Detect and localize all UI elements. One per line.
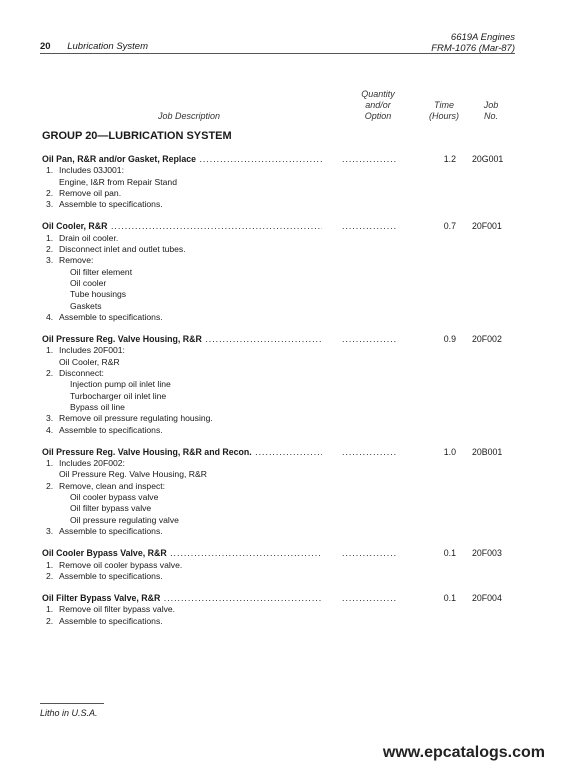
step-number: 1. [46,232,54,243]
group-title: GROUP 20—LUBRICATION SYSTEM [42,130,232,142]
step-text: Disconnect: [59,368,104,379]
job-step [42,571,522,582]
job-title: Oil Cooler Bypass Valve, R&R ..... [42,548,322,559]
step-text: Drain oil cooler. [59,232,119,243]
job-step [42,413,522,424]
job-time: 0.1 [443,593,456,604]
job-entry [42,548,522,582]
step-text: Remove oil pressure regulating housing. [59,413,213,424]
step-number: 3. [46,525,54,536]
column-header-quantity-line1: Quantity [361,89,395,99]
job-step [42,402,522,413]
step-text: Remove: [59,255,94,266]
job-step [42,391,522,402]
step-text: Remove oil filter bypass valve. [59,604,176,615]
step-number: 1. [46,559,54,570]
job-entry [42,334,522,436]
step-text: Includes 20F001: [59,345,125,356]
doc-reference: FRM-1076 (Mar-87) [431,43,515,54]
job-entry [42,154,522,210]
job-title-row [42,334,522,345]
job-step [42,301,522,312]
job-step [42,177,522,188]
column-header-job-number-line1: Job [483,100,499,110]
job-step [42,604,522,615]
step-number: 2. [46,187,54,198]
column-header-quantity-line2: and/or [365,100,391,110]
step-text: Oil Pressure Reg. Valve Housing, R&R [59,469,207,480]
job-title-row [42,447,522,458]
step-number: 2. [46,368,54,379]
section-title: Lubrication System [67,41,149,52]
step-text: Assemble to specifications. [59,199,163,210]
job-step [42,289,522,300]
step-number: 3. [46,413,54,424]
job-time: 0.1 [443,548,456,559]
job-step [42,255,522,266]
job-step [42,357,522,368]
step-text: Oil filter bypass valve [70,503,152,514]
job-entry [42,447,522,537]
step-text: Oil cooler bypass valve [70,492,159,503]
job-step [42,267,522,278]
step-number: 1. [46,604,54,615]
step-text: Includes 20F002: [59,458,125,469]
step-number: 4. [46,424,54,435]
step-text: Assemble to specifications. [59,615,163,626]
job-title: Oil Pressure Reg. Valve Housing, R&R ..... [42,334,322,345]
job-title: Oil Cooler, R&R ..... [42,221,322,232]
step-number: 1. [46,345,54,356]
job-step [42,368,522,379]
job-step [42,312,522,323]
job-step [42,199,522,210]
job-title-row [42,548,522,559]
step-number: 2. [46,480,54,491]
job-step [42,492,522,503]
job-entry [42,221,522,323]
header-divider [40,53,515,54]
step-number: 1. [46,458,54,469]
job-title-row [42,221,522,232]
job-number: 20B001 [472,446,503,457]
page-number: 20 [40,41,51,52]
step-number: 2. [46,615,54,626]
column-header-job-description: Job Description [158,111,221,121]
step-text: Remove oil cooler bypass valve. [59,559,183,570]
job-quantity: ................ [342,221,398,232]
step-number: 3. [46,199,54,210]
job-step [42,503,522,514]
engine-label: 6619A Engines [450,32,515,43]
job-step [42,379,522,390]
job-step [42,469,522,480]
job-number: 20F003 [472,548,502,559]
job-quantity: ................ [342,334,398,345]
job-title-row [42,593,522,604]
step-text: Remove oil pan. [59,187,122,198]
job-step [42,345,522,356]
job-step [42,425,522,436]
footer-text: Litho in U.S.A. [40,708,98,718]
job-time: 1.2 [443,154,456,164]
step-number: 2. [46,570,54,581]
step-text: Oil cooler [70,277,107,288]
job-entries [42,154,522,638]
job-number: 20F004 [472,593,502,604]
step-number: 2. [46,244,54,255]
step-text: Oil filter element [70,266,133,277]
column-header-job-number-line2: No. [483,111,498,121]
step-text: Bypass oil line [70,401,125,412]
job-step [42,188,522,199]
job-step [42,233,522,244]
step-text: Gaskets [70,300,102,311]
job-number: 20F002 [472,334,502,345]
job-step [42,616,522,627]
step-text: Oil Cooler, R&R [59,356,120,367]
job-entry [42,593,522,627]
job-time: 0.9 [443,334,456,345]
header-left [40,41,148,52]
job-step [42,458,522,469]
step-text: Assemble to specifications. [59,311,163,322]
job-quantity: ................ [342,446,398,457]
step-text: Tube housings [70,289,127,300]
step-text: Includes 03J001: [59,165,124,176]
job-quantity: ................ [342,548,398,559]
column-header-quantity-line3: Option [364,111,392,121]
job-step [42,481,522,492]
job-number: 20G001 [472,154,504,164]
job-step [42,244,522,255]
job-time: 0.7 [443,221,456,232]
column-header-job-number [476,100,506,122]
job-step [42,165,522,176]
step-text: Assemble to specifications. [59,570,163,581]
job-title-row [42,154,522,165]
job-step [42,278,522,289]
job-step [42,526,522,537]
footer-divider [40,703,104,704]
job-step [42,515,522,526]
column-header-time-line1: Time [434,100,454,110]
job-quantity: ................ [342,593,398,604]
step-text: Assemble to specifications. [59,525,163,536]
header-right [431,32,515,54]
job-quantity: ................ [342,154,398,164]
step-text: Engine, I&R from Repair Stand [59,176,177,187]
step-text: Turbocharger oil inlet line [70,390,167,401]
job-title: Oil Pressure Reg. Valve Housing, R&R and Recon. ..... [42,447,322,458]
step-text: Injection pump oil inlet line [70,379,171,390]
step-number: 4. [46,311,54,322]
job-time: 1.0 [443,446,456,457]
watermark: www.epcatalogs.com [382,744,545,761]
step-text: Assemble to specifications. [59,424,163,435]
job-title: Oil Pan, R&R and/or Gasket, Replace ..... [42,154,322,165]
column-header-quantity [356,89,400,122]
column-header-time [424,100,464,122]
step-text: Remove, clean and inspect: [59,480,166,491]
step-text: Disconnect inlet and outlet tubes. [59,244,186,255]
job-number: 20F001 [472,221,502,232]
job-step [42,560,522,571]
job-title: Oil Filter Bypass Valve, R&R ..... [42,593,322,604]
step-number: 1. [46,165,54,176]
column-header-time-line2: (Hours) [428,111,459,121]
step-number: 3. [46,255,54,266]
step-text: Oil pressure regulating valve [70,514,179,525]
